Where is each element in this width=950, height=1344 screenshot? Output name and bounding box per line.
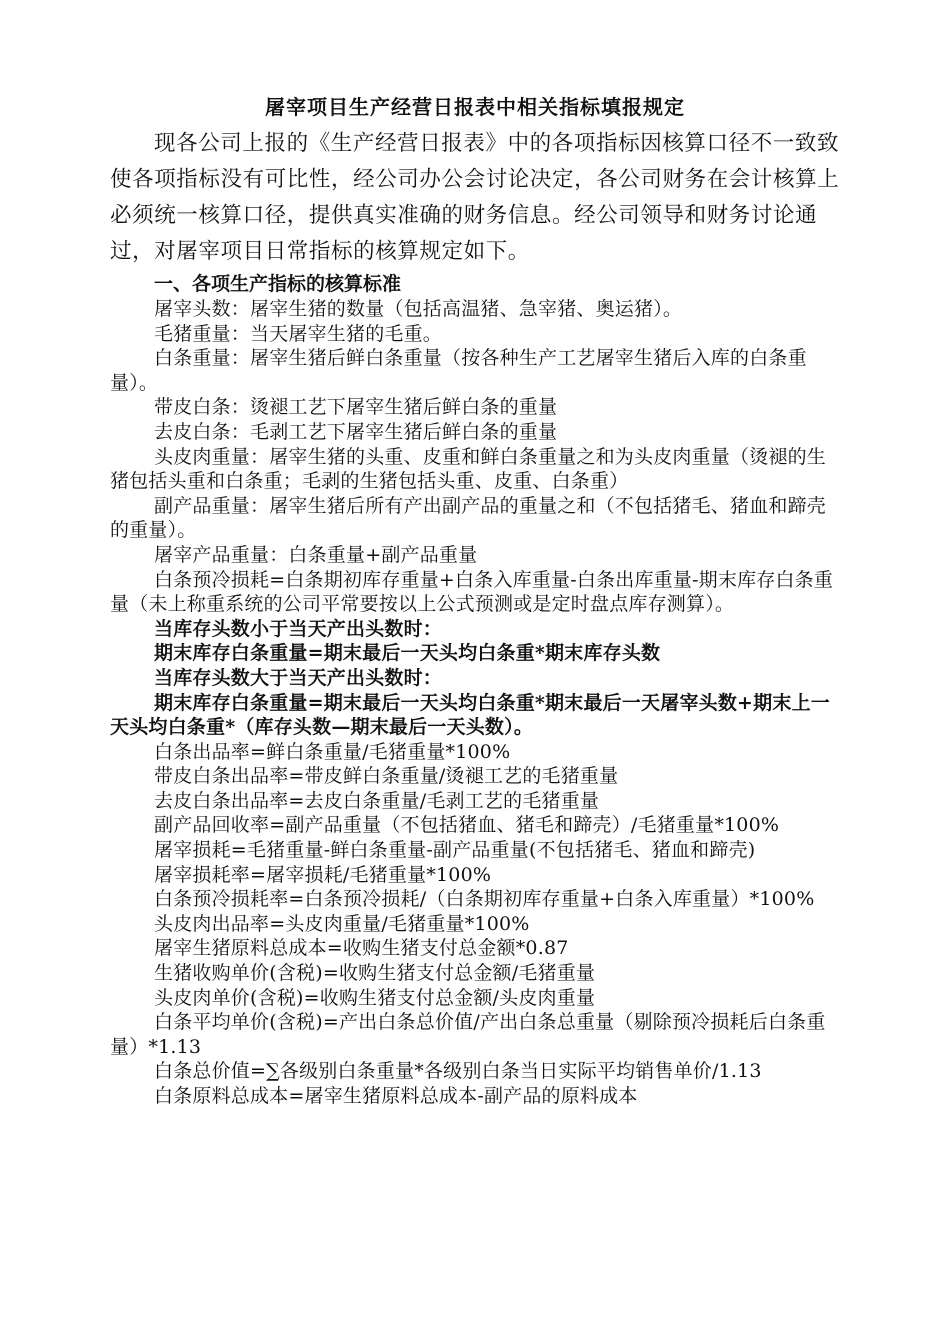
- indicator-item: 副产品重量：屠宰生猪后所有产出副产品的重量之和（不包括猪毛、猪血和蹄壳的重量）。: [110, 494, 827, 542]
- indicator-item: 去皮白条：毛剥工艺下屠宰生猪后鲜白条的重量: [154, 420, 558, 443]
- section-heading: 一、各项生产指标的核算标准: [154, 273, 402, 295]
- indicator-item: 带皮白条出品率=带皮鲜白条重量/烫褪工艺的毛猪重量: [154, 765, 619, 788]
- indicator-item: 当库存头数小于当天产出头数时：: [154, 617, 443, 640]
- indicator-item: 屠宰头数：屠宰生猪的数量（包括高温猪、急宰猪、奥运猪）。: [154, 298, 683, 320]
- indicator-item: 毛猪重量：当天屠宰生猪的毛重。: [154, 322, 443, 345]
- indicator-item: 副产品回收率=副产品重量（不包括猪血、猪毛和蹄壳）/毛猪重量*100%: [154, 814, 780, 837]
- indicator-item: 头皮肉重量：屠宰生猪的头重、皮重和鲜白条重量之和为头皮肉重量（烫褪的生猪包括头重和白条重；毛剥的生猪包括头重、皮重、白条重）: [110, 445, 827, 493]
- document-title: 屠宰项目生产经营日报表中相关指标填报规定: [265, 95, 685, 119]
- indicator-item: 白条总价值=∑各级别白条重量*各级别白条当日实际平均销售单价/1.13: [154, 1060, 762, 1083]
- indicator-item: 头皮肉出品率=头皮肉重量/毛猪重量*100%: [154, 912, 530, 935]
- indicator-item: 白条出品率=鲜白条重量/毛猪重量*100%: [154, 740, 511, 763]
- indicator-item: 屠宰损耗率=屠宰损耗/毛猪重量*100%: [154, 863, 492, 886]
- indicator-list: [110, 297, 840, 1109]
- indicator-item: 白条预冷损耗率=白条预冷损耗/（白条期初库存重量+白条入库重量）*100%: [154, 888, 815, 911]
- indicator-item: 去皮白条出品率=去皮白条重量/毛剥工艺的毛猪重量: [154, 789, 600, 812]
- indicator-item: 带皮白条：烫褪工艺下屠宰生猪后鲜白条的重量: [154, 396, 558, 419]
- indicator-item: 屠宰产品重量：白条重量+副产品重量: [154, 543, 478, 566]
- indicator-item: 头皮肉单价(含税)=收购生猪支付总金额/头皮肉重量: [154, 986, 596, 1009]
- indicator-item: 屠宰生猪原料总成本=收购生猪支付总金额*0.87: [154, 937, 569, 960]
- document-page: [110, 92, 840, 1109]
- indicator-item: 白条平均单价(含税)=产出白条总价值/产出白条总重量（剔除预冷损耗后白条重量）*1.13: [110, 1011, 826, 1058]
- intro-paragraph: 现各公司上报的《生产经营日报表》中的各项指标因核算口径不一致致使各项指标没有可比性，经公司办公会讨论决定，各公司财务在会计核算上必须统一核算口径，提供真实准确的财务信息。经公司领导和财务讨论通过，对屠宰项目日常指标的核算规定如下。: [110, 131, 840, 264]
- indicator-item: 白条重量：屠宰生猪后鲜白条重量（按各种生产工艺屠宰生猪后入库的白条重量）。: [110, 347, 807, 394]
- indicator-item: 当库存头数大于当天产出头数时：: [154, 666, 443, 689]
- indicator-item: 白条预冷损耗=白条期初库存重量+白条入库重量-白条出库重量-期末库存白条重量（未上称重系统的公司平常要按以上公式预测或是定时盘点库存测算）。: [110, 568, 834, 616]
- intro-block: [110, 126, 840, 270]
- indicator-item: 期末库存白条重量=期末最后一天头均白条重*期末最后一天屠宰头数+期末上一天头均白条重*（库存头数—期末最后一天头数）。: [110, 691, 830, 739]
- indicator-item: 生猪收购单价(含税)=收购生猪支付总金额/毛猪重量: [154, 962, 596, 985]
- indicator-item: 期末库存白条重量=期末最后一天头均白条重*期末库存头数: [154, 642, 661, 665]
- indicator-item: 白条原料总成本=屠宰生猪原料总成本-副产品的原料成本: [154, 1085, 638, 1107]
- indicator-item: 屠宰损耗=毛猪重量-鲜白条重量-副产品重量(不包括猪毛、猪血和蹄壳): [154, 839, 756, 862]
